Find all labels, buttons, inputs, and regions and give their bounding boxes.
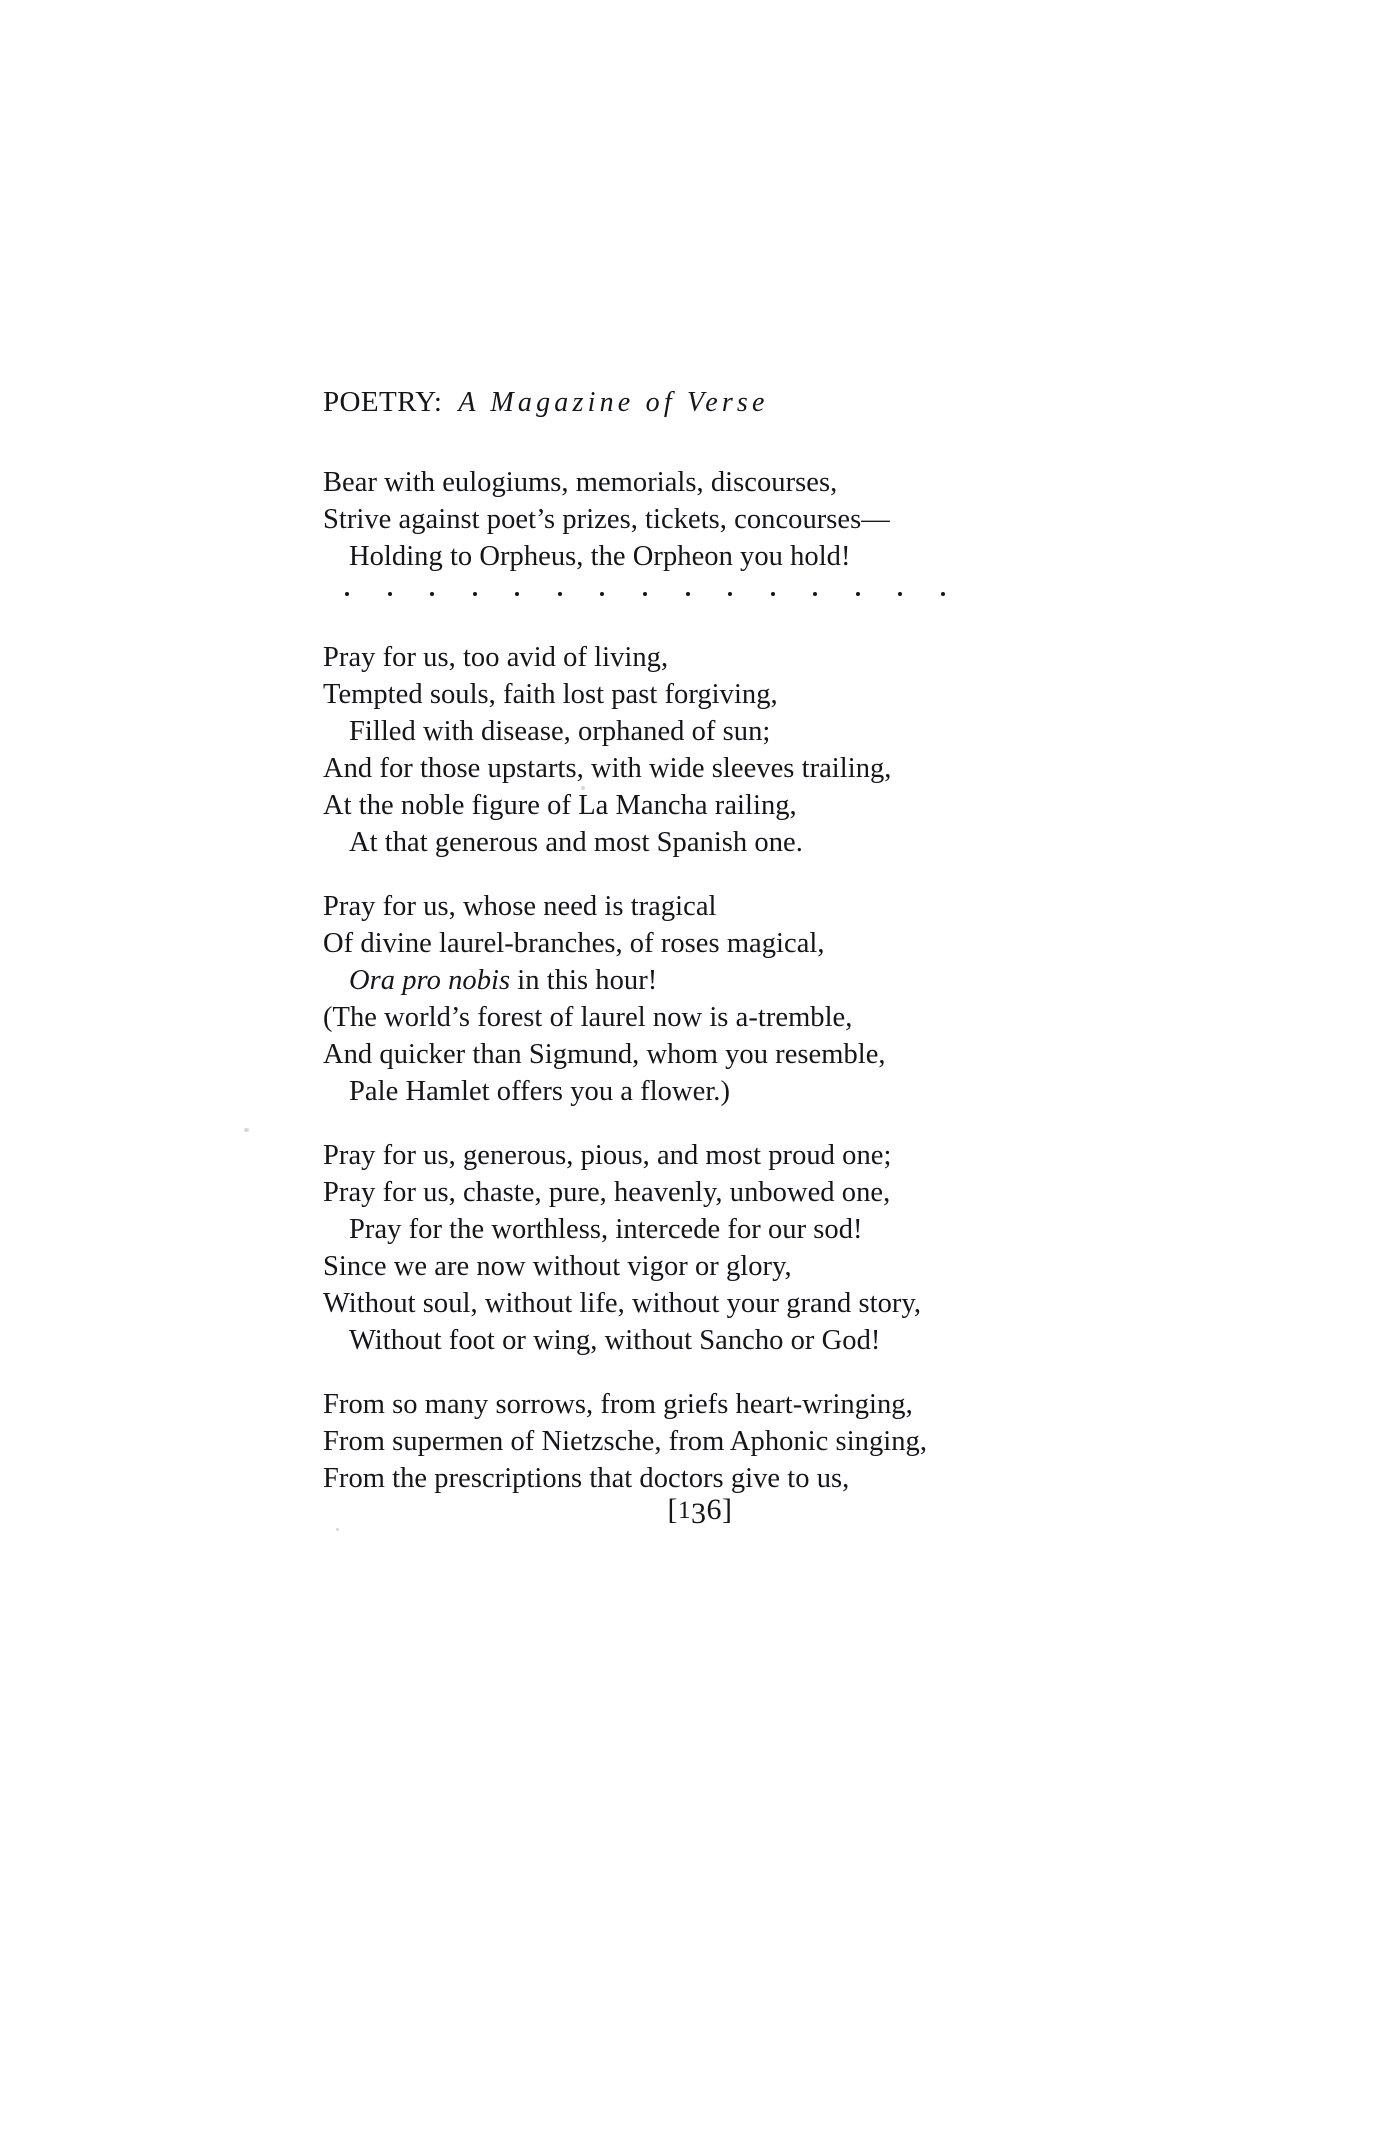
poem-line-remainder: in this hour! xyxy=(510,965,658,996)
poem-line: At the noble figure of La Mancha railing, xyxy=(323,790,797,821)
folio-digit-6: 6 xyxy=(706,1493,722,1526)
poem-line: From so many sorrows, from griefs heart-wringing, xyxy=(323,1389,913,1420)
elision-dot xyxy=(941,592,945,596)
poem-line: Holding to Orpheus, the Orpheon you hold! xyxy=(349,541,851,572)
running-head-subtitle: A Magazine of Verse xyxy=(458,387,769,418)
folio-digit-1: 1 xyxy=(678,1497,691,1524)
stanza-4 xyxy=(323,1137,1083,1359)
poem-line: Pray for us, generous, pious, and most proud one; xyxy=(323,1140,892,1171)
latin-phrase-italic: Ora pro nobis xyxy=(349,965,511,996)
poem-line: Since we are now without vigor or glory, xyxy=(323,1251,792,1282)
poem-line: Pale Hamlet offers you a flower.) xyxy=(349,1076,731,1107)
folio-digit-3: 3 xyxy=(691,1497,707,1530)
page-number xyxy=(0,1493,1400,1530)
poem-line: From supermen of Nietzsche, from Aphonic singing, xyxy=(323,1426,928,1457)
poem-line: Pray for us, too avid of living, xyxy=(323,642,669,673)
poem-line: Without soul, without life, without your grand story, xyxy=(323,1288,922,1319)
poem-line: Of divine laurel-branches, of roses magical, xyxy=(323,928,825,959)
elision-dot xyxy=(686,592,690,596)
poem-line: From the prescriptions that doctors give to us, xyxy=(323,1463,850,1494)
poem-line: Pray for us, whose need is tragical xyxy=(323,891,717,922)
running-head-title: POETRY: xyxy=(323,386,443,418)
elision-dot xyxy=(600,592,604,596)
elision-dot xyxy=(515,592,519,596)
elision-dot xyxy=(473,592,477,596)
poem-line: And for those upstarts, with wide sleeves trailing, xyxy=(323,753,892,784)
text-block xyxy=(323,388,1083,1497)
elision-dot xyxy=(643,592,647,596)
elision-dot xyxy=(728,592,732,596)
folio-bracket-close: ] xyxy=(722,1493,733,1526)
stanza-2 xyxy=(323,639,1083,861)
poem-line: Tempted souls, faith lost past forgiving, xyxy=(323,679,778,710)
poem-line: At that generous and most Spanish one. xyxy=(349,827,803,858)
poem-line: Strive against poet’s prizes, tickets, concourses— xyxy=(323,504,890,535)
scan-speck xyxy=(244,1128,249,1132)
elision-dot xyxy=(898,592,902,596)
poem-line: And quicker than Sigmund, whom you resemble, xyxy=(323,1039,886,1070)
poem-line: Filled with disease, orphaned of sun; xyxy=(349,716,771,747)
poem-line-with-italic xyxy=(323,962,1083,999)
poem-line: (The world’s forest of laurel now is a-tremble, xyxy=(323,1002,853,1033)
poem-line: Pray for the worthless, intercede for our sod! xyxy=(349,1214,863,1245)
elision-dot-line xyxy=(323,575,945,612)
running-head xyxy=(323,388,1083,417)
scan-speck xyxy=(336,1528,339,1531)
elision-dot xyxy=(813,592,817,596)
stanza-3 xyxy=(323,888,1083,1110)
poem-line: Bear with eulogiums, memorials, discourses, xyxy=(323,467,838,498)
elision-dot xyxy=(430,592,434,596)
stanza-1 xyxy=(323,464,1083,612)
elision-dot xyxy=(388,592,392,596)
elision-dot xyxy=(771,592,775,596)
elision-dot xyxy=(345,592,349,596)
folio-bracket-open: [ xyxy=(667,1493,678,1526)
poem-line: Without foot or wing, without Sancho or God! xyxy=(349,1325,881,1356)
elision-dot xyxy=(558,592,562,596)
poem-line: Pray for us, chaste, pure, heavenly, unbowed one, xyxy=(323,1177,891,1208)
elision-dot xyxy=(856,592,860,596)
stanza-5 xyxy=(323,1386,1083,1497)
